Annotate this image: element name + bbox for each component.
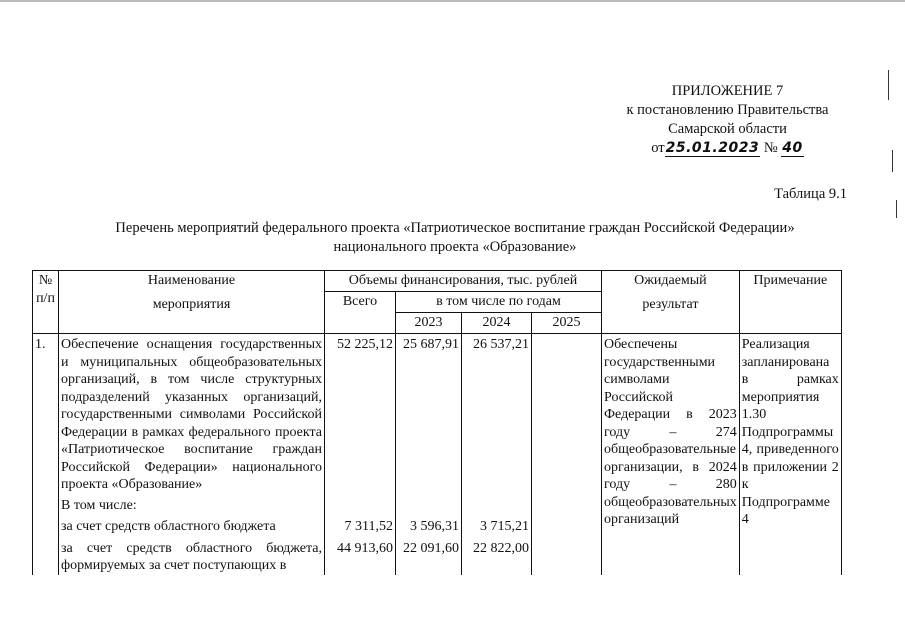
subrow-2023: 3 596,31	[396, 514, 462, 536]
header-name	[59, 271, 325, 334]
subrow-name: за счет средств областного бюджета	[59, 514, 325, 536]
subrow-2024: 22 822,00	[462, 536, 532, 575]
title-line-1: Перечень мероприятий федерального проекта «Патриотическое воспитание граждан Российской Федерации»	[115, 220, 795, 236]
header-number: № п/п	[33, 271, 59, 334]
date-prefix: от	[651, 140, 665, 156]
header-funding: Объемы финансирования, тыс. рублей	[325, 271, 602, 292]
scan-edge	[0, 0, 905, 2]
title-line-2: национального проекта «Образование»	[333, 239, 577, 255]
subrow-2025	[532, 536, 602, 575]
row-2024: 26 537,21	[462, 334, 532, 494]
header-name-line-1: Наименование	[147, 273, 236, 288]
row-2023: 25 687,91	[396, 334, 462, 494]
header-result	[602, 271, 740, 334]
header-result-line-2: результат	[642, 296, 699, 312]
subrow-2025	[532, 514, 602, 536]
row-note: Реализация запланирована в рамках мероприятия 1.30 Подпрограммы 4, приведенного в приложении 2 к Подпрограмме 4	[739, 334, 841, 575]
scan-mark	[892, 150, 893, 172]
row-result: Обеспечены государственными символами Российской Федерации в 2023 году – 274 общеобразовательные организации, в 2024 году – 280 общеобразовательных организаций	[602, 334, 740, 575]
table-row	[33, 334, 842, 494]
document-title	[60, 219, 850, 257]
header-total: Всего	[325, 292, 396, 334]
scan-mark	[896, 200, 897, 218]
handwritten-date: 25.01.2023	[665, 140, 760, 156]
header-by-years: в том числе по годам	[396, 292, 602, 313]
row-total: 52 225,12	[325, 334, 396, 494]
row-2025	[532, 334, 602, 494]
number-prefix: №	[763, 140, 778, 156]
appendix-header	[600, 82, 855, 158]
measures-table	[32, 270, 842, 575]
subrow-total: 44 913,60	[325, 536, 396, 575]
handwritten-number: 40	[782, 140, 803, 156]
subrow-2023: 22 091,60	[396, 536, 462, 575]
table-label: Таблица 9.1	[774, 186, 847, 202]
row-number: 1.	[33, 334, 59, 494]
subrow-total: 7 311,52	[325, 514, 396, 536]
scan-mark	[888, 70, 889, 100]
subrow-2024: 3 715,21	[462, 514, 532, 536]
including-label: В том числе:	[59, 494, 325, 515]
header-year-2023: 2023	[396, 313, 462, 334]
appendix-title: ПРИЛОЖЕНИЕ 7	[671, 83, 784, 99]
header-year-2024: 2024	[462, 313, 532, 334]
header-year-2025: 2025	[532, 313, 602, 334]
appendix-date-number	[600, 139, 855, 158]
header-note: Примечание	[739, 271, 841, 334]
appendix-line-2: к постановлению Правительства	[626, 102, 829, 118]
header-result-line-1: Ожидаемый	[634, 273, 707, 288]
appendix-line-3: Самарской области	[668, 121, 787, 137]
subrow-name: за счет средств областного бюджета, формируемых за счет поступающих в	[59, 536, 325, 575]
row-name: Обеспечение оснащения государственных и муниципальных общеобразовательных организаций, в том числе структурных подразделений указанных организаций, государственными символами Российской Федерации в рамках федерального проекта «Патриотическое воспитание граждан Российской Федерации» национального проекта «Образование»	[59, 334, 325, 494]
header-name-line-2: мероприятия	[152, 296, 231, 312]
